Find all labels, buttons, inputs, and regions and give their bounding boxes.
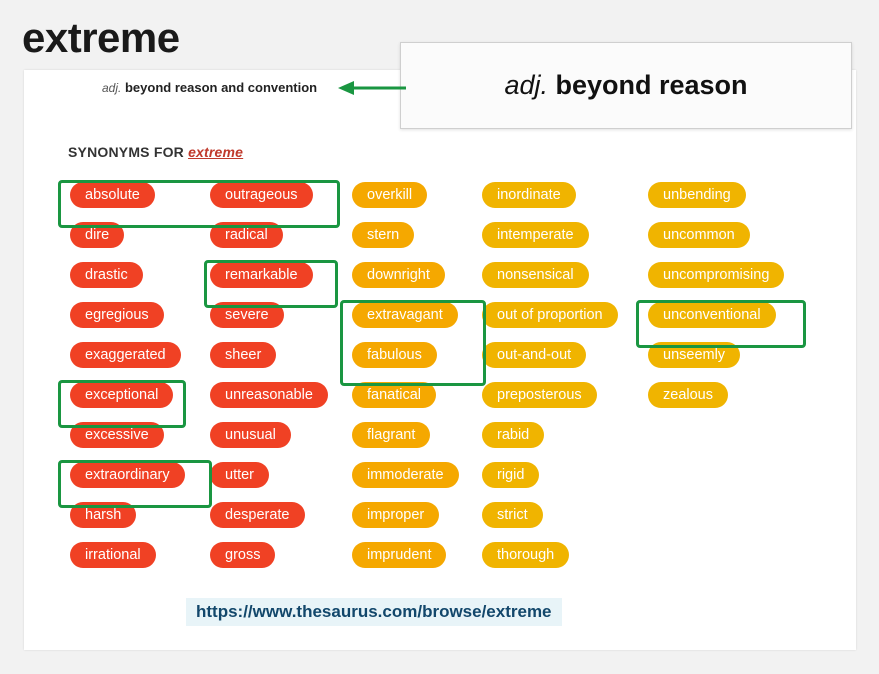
synonym-chip[interactable]: intemperate (482, 222, 589, 248)
synonym-chip[interactable]: preposterous (482, 382, 597, 408)
synonym-chip[interactable]: flagrant (352, 422, 430, 448)
synonym-chip[interactable]: fabulous (352, 342, 437, 368)
synonym-row (70, 262, 230, 302)
synonym-row (482, 342, 662, 382)
synonym-chip[interactable]: extravagant (352, 302, 458, 328)
synonym-chip[interactable]: sheer (210, 342, 276, 368)
synonym-row (70, 182, 230, 222)
synonym-chip[interactable]: uncommon (648, 222, 750, 248)
synonym-chip[interactable]: unseemly (648, 342, 740, 368)
synonym-row (70, 502, 230, 542)
synonym-row (70, 382, 230, 422)
synonym-chip[interactable]: unreasonable (210, 382, 328, 408)
synonym-row (210, 542, 370, 582)
callout-box (400, 42, 852, 129)
synonym-chip[interactable]: immoderate (352, 462, 459, 488)
synonym-chip[interactable]: zealous (648, 382, 728, 408)
synonym-chip[interactable]: excessive (70, 422, 164, 448)
synonym-chip[interactable]: exaggerated (70, 342, 181, 368)
synonym-row (482, 222, 662, 262)
synonym-row (648, 222, 878, 262)
synonym-row (482, 302, 662, 342)
synonym-chip[interactable]: thorough (482, 542, 569, 568)
synonym-chip[interactable]: improper (352, 502, 439, 528)
synonym-row (482, 382, 662, 422)
synonym-column (210, 182, 370, 582)
synonym-chip[interactable]: stern (352, 222, 414, 248)
synonym-row (210, 462, 370, 502)
synonym-row (482, 262, 662, 302)
synonym-row (70, 302, 230, 342)
synonym-row (210, 422, 370, 462)
synonym-row (210, 382, 370, 422)
synonym-chip[interactable]: dire (70, 222, 124, 248)
synonym-chip[interactable]: rabid (482, 422, 544, 448)
synonym-chip[interactable]: gross (210, 542, 275, 568)
synonym-chip[interactable]: uncompromising (648, 262, 784, 288)
synonym-row (482, 542, 662, 582)
synonym-row (210, 502, 370, 542)
synonyms-heading-word: extreme (188, 144, 244, 160)
synonym-row (70, 542, 230, 582)
synonym-row (210, 302, 370, 342)
synonym-chip[interactable]: desperate (210, 502, 305, 528)
synonym-column (482, 182, 662, 582)
synonym-row (70, 342, 230, 382)
definition-part-of-speech: adj. (102, 81, 122, 95)
synonym-chip[interactable]: drastic (70, 262, 143, 288)
synonym-chip[interactable]: unusual (210, 422, 291, 448)
synonym-row (482, 462, 662, 502)
synonym-row (648, 302, 878, 342)
source-url: https://www.thesaurus.com/browse/extreme (186, 598, 562, 626)
page-title: extreme (22, 14, 180, 61)
synonym-chip[interactable]: unbending (648, 182, 746, 208)
synonym-chip[interactable]: strict (482, 502, 543, 528)
callout-part-of-speech: adj. (504, 70, 548, 100)
synonym-row (648, 262, 878, 302)
synonym-chip[interactable]: out of proportion (482, 302, 618, 328)
callout-text (504, 70, 747, 101)
synonym-chip[interactable]: radical (210, 222, 283, 248)
synonym-row (482, 502, 662, 542)
synonym-chip[interactable]: unconventional (648, 302, 776, 328)
synonym-row (648, 182, 878, 222)
synonym-chip[interactable]: extraordinary (70, 462, 185, 488)
synonym-row (482, 182, 662, 222)
synonym-chip[interactable]: out-and-out (482, 342, 586, 368)
synonym-chip[interactable]: absolute (70, 182, 155, 208)
synonym-chip[interactable]: fanatical (352, 382, 436, 408)
synonym-chip[interactable]: rigid (482, 462, 539, 488)
definition-text: beyond reason and convention (124, 80, 318, 95)
synonym-row (70, 422, 230, 462)
synonym-chip[interactable]: exceptional (70, 382, 173, 408)
synonym-row (210, 222, 370, 262)
synonym-chip[interactable]: imprudent (352, 542, 446, 568)
synonym-row (70, 222, 230, 262)
synonym-row (210, 182, 370, 222)
synonyms-heading (68, 144, 243, 160)
synonym-chip[interactable]: overkill (352, 182, 427, 208)
definition-line (102, 80, 317, 95)
synonym-chip[interactable]: outrageous (210, 182, 313, 208)
synonym-chip[interactable]: egregious (70, 302, 164, 328)
synonym-row (210, 262, 370, 302)
synonym-column (648, 182, 878, 422)
arrow-icon (338, 80, 406, 96)
synonym-chip[interactable]: harsh (70, 502, 136, 528)
synonym-row (648, 342, 878, 382)
synonym-chip[interactable]: severe (210, 302, 284, 328)
synonyms-heading-prefix: SYNONYMS FOR (68, 144, 184, 160)
synonym-row (210, 342, 370, 382)
synonym-column (70, 182, 230, 582)
synonym-chip[interactable]: inordinate (482, 182, 576, 208)
synonym-chip[interactable]: irrational (70, 542, 156, 568)
synonym-chip[interactable]: utter (210, 462, 269, 488)
synonym-row (648, 382, 878, 422)
synonym-chip[interactable]: nonsensical (482, 262, 589, 288)
synonym-row (482, 422, 662, 462)
synonym-chip[interactable]: remarkable (210, 262, 313, 288)
callout-body: beyond reason (555, 70, 748, 100)
synonym-row (70, 462, 230, 502)
synonym-chip[interactable]: downright (352, 262, 445, 288)
